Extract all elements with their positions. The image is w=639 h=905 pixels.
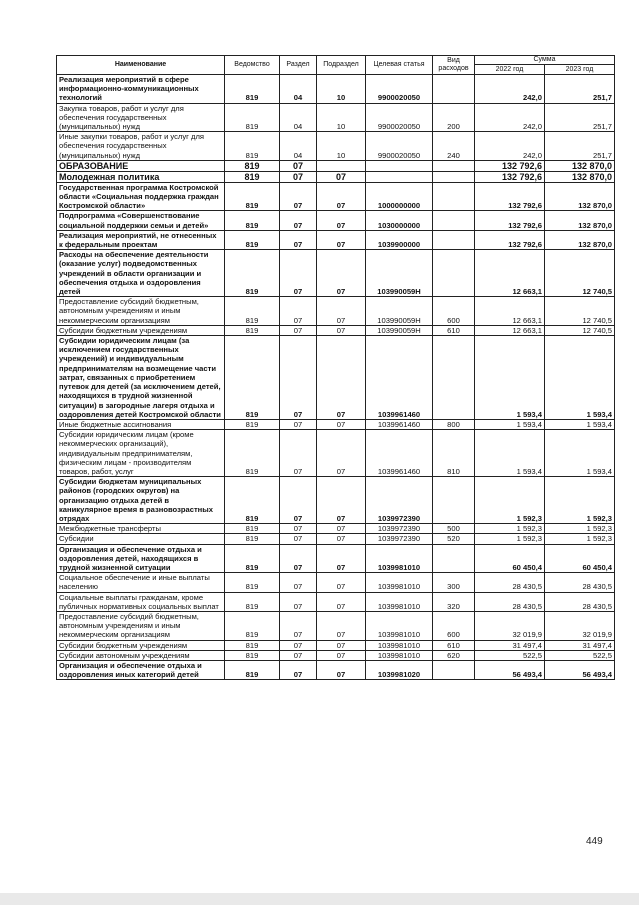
cell-2023: 251,7 xyxy=(545,103,615,132)
cell-section: 07 xyxy=(280,611,317,640)
cell-exp-type: 800 xyxy=(433,419,475,429)
cell-exp-type xyxy=(433,75,475,104)
cell-subsection: 07 xyxy=(317,419,366,429)
cell-dept: 819 xyxy=(225,160,280,171)
cell-2023: 31 497,4 xyxy=(545,640,615,650)
table-row xyxy=(57,103,615,132)
cell-2022: 132 792,6 xyxy=(475,171,545,182)
cell-name: Предоставление субсидий бюджетным, автономным учреждениям и иным некоммерческим организациям xyxy=(57,611,225,640)
cell-subsection: 07 xyxy=(317,297,366,326)
cell-2023: 28 430,5 xyxy=(545,592,615,611)
cell-exp-type: 240 xyxy=(433,132,475,161)
header-2022: 2022 год xyxy=(475,65,545,75)
cell-subsection: 07 xyxy=(317,592,366,611)
cell-subsection: 07 xyxy=(317,477,366,524)
cell-dept: 819 xyxy=(225,430,280,477)
cell-section: 07 xyxy=(280,325,317,335)
cell-name: Молодежная политика xyxy=(57,171,225,182)
cell-exp-type: 810 xyxy=(433,430,475,477)
cell-name: Иные бюджетные ассигнования xyxy=(57,419,225,429)
table-row xyxy=(57,160,615,171)
cell-2022: 32 019,9 xyxy=(475,611,545,640)
table-row xyxy=(57,230,615,249)
cell-target: 1039961460 xyxy=(366,419,433,429)
cell-name: Иные закупки товаров, работ и услуг для обеспечения государственных (муниципальных) нужд xyxy=(57,132,225,161)
cell-target: 9900020050 xyxy=(366,132,433,161)
cell-section: 07 xyxy=(280,573,317,592)
cell-name: Субсидии xyxy=(57,534,225,544)
cell-subsection: 07 xyxy=(317,660,366,679)
header-2023: 2023 год xyxy=(545,65,615,75)
cell-target: 9900020050 xyxy=(366,75,433,104)
cell-2022: 60 450,4 xyxy=(475,544,545,573)
cell-name: Закупка товаров, работ и услуг для обеспечения государственных (муниципальных) нужд xyxy=(57,103,225,132)
cell-2023: 132 870,0 xyxy=(545,211,615,230)
cell-name: Субсидии бюджетным учреждениям xyxy=(57,640,225,650)
cell-name: Социальное обеспечение и иные выплаты населению xyxy=(57,573,225,592)
cell-target: 1039972390 xyxy=(366,534,433,544)
cell-2022: 28 430,5 xyxy=(475,592,545,611)
cell-section: 07 xyxy=(280,430,317,477)
cell-name: Подпрограмма «Совершенствование социальной поддержки семьи и детей» xyxy=(57,211,225,230)
cell-subsection: 10 xyxy=(317,132,366,161)
cell-subsection: 07 xyxy=(317,171,366,182)
cell-dept: 819 xyxy=(225,103,280,132)
cell-2022: 132 792,6 xyxy=(475,211,545,230)
cell-name: Расходы на обеспечение деятельности (оказание услуг) подведомственных учреждений в области организации и обеспечения отдыха и оздоровления детей xyxy=(57,250,225,297)
cell-dept: 819 xyxy=(225,477,280,524)
cell-2023: 132 870,0 xyxy=(545,171,615,182)
cell-subsection: 07 xyxy=(317,611,366,640)
cell-section: 07 xyxy=(280,650,317,660)
table-row xyxy=(57,182,615,211)
cell-exp-type: 620 xyxy=(433,650,475,660)
table-header xyxy=(57,56,615,75)
cell-subsection: 07 xyxy=(317,250,366,297)
cell-section: 07 xyxy=(280,250,317,297)
cell-subsection: 07 xyxy=(317,430,366,477)
cell-target: 1039972390 xyxy=(366,477,433,524)
cell-exp-type xyxy=(433,660,475,679)
cell-exp-type: 200 xyxy=(433,103,475,132)
cell-section: 07 xyxy=(280,297,317,326)
cell-section: 07 xyxy=(280,171,317,182)
cell-subsection: 10 xyxy=(317,75,366,104)
cell-dept: 819 xyxy=(225,611,280,640)
cell-subsection: 07 xyxy=(317,336,366,420)
cell-subsection: 07 xyxy=(317,325,366,335)
cell-2022: 132 792,6 xyxy=(475,182,545,211)
cell-target xyxy=(366,160,433,171)
cell-exp-type xyxy=(433,211,475,230)
table-row xyxy=(57,132,615,161)
cell-section: 07 xyxy=(280,534,317,544)
cell-2022: 12 663,1 xyxy=(475,297,545,326)
cell-target xyxy=(366,171,433,182)
cell-name: Организация и обеспечение отдыха и оздоровления детей, находящихся в трудной жизненной ситуации xyxy=(57,544,225,573)
cell-section: 07 xyxy=(280,182,317,211)
cell-exp-type xyxy=(433,171,475,182)
cell-exp-type xyxy=(433,182,475,211)
cell-2023: 12 740,5 xyxy=(545,297,615,326)
cell-target: 1039981010 xyxy=(366,640,433,650)
cell-2022: 1 593,4 xyxy=(475,430,545,477)
cell-exp-type xyxy=(433,250,475,297)
cell-dept: 819 xyxy=(225,524,280,534)
cell-2023: 1 592,3 xyxy=(545,524,615,534)
cell-section: 07 xyxy=(280,477,317,524)
cell-section: 07 xyxy=(280,160,317,171)
cell-2022: 242,0 xyxy=(475,103,545,132)
cell-subsection: 07 xyxy=(317,524,366,534)
cell-2023: 132 870,0 xyxy=(545,160,615,171)
table-row xyxy=(57,611,615,640)
cell-subsection: 07 xyxy=(317,230,366,249)
cell-dept: 819 xyxy=(225,534,280,544)
cell-target: 9900020050 xyxy=(366,103,433,132)
table-row xyxy=(57,211,615,230)
cell-section: 07 xyxy=(280,524,317,534)
cell-name: Предоставление субсидий бюджетным, автономным учреждениям и иным некоммерческим организациям xyxy=(57,297,225,326)
cell-subsection xyxy=(317,160,366,171)
header-section: Раздел xyxy=(280,56,317,75)
cell-2023: 251,7 xyxy=(545,75,615,104)
table-row xyxy=(57,477,615,524)
cell-subsection: 07 xyxy=(317,182,366,211)
header-target: Целевая статья xyxy=(366,56,433,75)
cell-section: 07 xyxy=(280,211,317,230)
table-row xyxy=(57,573,615,592)
cell-dept: 819 xyxy=(225,336,280,420)
cell-name: Субсидии бюджетным учреждениям xyxy=(57,325,225,335)
cell-2023: 28 430,5 xyxy=(545,573,615,592)
cell-section: 04 xyxy=(280,132,317,161)
table-row xyxy=(57,250,615,297)
cell-target: 103990059Н xyxy=(366,250,433,297)
cell-target: 1039981010 xyxy=(366,650,433,660)
cell-dept: 819 xyxy=(225,132,280,161)
cell-2023: 251,7 xyxy=(545,132,615,161)
cell-subsection: 07 xyxy=(317,640,366,650)
cell-subsection: 07 xyxy=(317,650,366,660)
cell-exp-type xyxy=(433,160,475,171)
cell-target: 103990059Н xyxy=(366,297,433,326)
cell-exp-type xyxy=(433,544,475,573)
cell-2023: 32 019,9 xyxy=(545,611,615,640)
table-row xyxy=(57,171,615,182)
header-name: Наименование xyxy=(57,56,225,75)
table-row xyxy=(57,640,615,650)
table-row xyxy=(57,419,615,429)
cell-subsection: 07 xyxy=(317,573,366,592)
cell-target: 1039981010 xyxy=(366,544,433,573)
cell-subsection: 10 xyxy=(317,103,366,132)
cell-section: 04 xyxy=(280,75,317,104)
cell-dept: 819 xyxy=(225,182,280,211)
cell-target: 1030000000 xyxy=(366,211,433,230)
cell-dept: 819 xyxy=(225,250,280,297)
cell-section: 07 xyxy=(280,592,317,611)
cell-2022: 242,0 xyxy=(475,132,545,161)
cell-name: Социальные выплаты гражданам, кроме публичных нормативных социальных выплат xyxy=(57,592,225,611)
cell-target: 1039981010 xyxy=(366,611,433,640)
cell-exp-type: 500 xyxy=(433,524,475,534)
cell-2023: 522,5 xyxy=(545,650,615,660)
cell-2023: 12 740,5 xyxy=(545,250,615,297)
cell-target: 1039981010 xyxy=(366,573,433,592)
cell-subsection: 07 xyxy=(317,534,366,544)
cell-2022: 28 430,5 xyxy=(475,573,545,592)
table-row xyxy=(57,336,615,420)
cell-target: 103990059Н xyxy=(366,325,433,335)
cell-2022: 132 792,6 xyxy=(475,160,545,171)
table-row xyxy=(57,650,615,660)
page-number: 449 xyxy=(586,836,603,847)
cell-dept: 819 xyxy=(225,325,280,335)
table-row xyxy=(57,544,615,573)
cell-subsection: 07 xyxy=(317,544,366,573)
cell-exp-type: 610 xyxy=(433,640,475,650)
cell-2023: 132 870,0 xyxy=(545,182,615,211)
cell-dept: 819 xyxy=(225,544,280,573)
cell-section: 07 xyxy=(280,336,317,420)
cell-name: Организация и обеспечение отдыха и оздоровления иных категорий детей xyxy=(57,660,225,679)
cell-exp-type: 300 xyxy=(433,573,475,592)
cell-name: Реализация мероприятий в сфере информационно-коммуникационных технологий xyxy=(57,75,225,104)
cell-exp-type xyxy=(433,230,475,249)
header-sum: Сумма xyxy=(475,56,615,65)
header-subsection: Подраздел xyxy=(317,56,366,75)
table-body xyxy=(57,75,615,680)
cell-name: ОБРАЗОВАНИЕ xyxy=(57,160,225,171)
cell-subsection: 07 xyxy=(317,211,366,230)
cell-2022: 1 593,4 xyxy=(475,419,545,429)
cell-dept: 819 xyxy=(225,592,280,611)
cell-exp-type: 320 xyxy=(433,592,475,611)
cell-name: Межбюджетные трансферты xyxy=(57,524,225,534)
cell-dept: 819 xyxy=(225,171,280,182)
cell-exp-type: 520 xyxy=(433,534,475,544)
cell-exp-type: 600 xyxy=(433,297,475,326)
cell-dept: 819 xyxy=(225,660,280,679)
cell-section: 07 xyxy=(280,640,317,650)
table-row xyxy=(57,75,615,104)
cell-dept: 819 xyxy=(225,573,280,592)
cell-2022: 1 592,3 xyxy=(475,524,545,534)
cell-2023: 12 740,5 xyxy=(545,325,615,335)
cell-section: 07 xyxy=(280,419,317,429)
cell-dept: 819 xyxy=(225,230,280,249)
cell-target: 1000000000 xyxy=(366,182,433,211)
cell-dept: 819 xyxy=(225,650,280,660)
table-row xyxy=(57,660,615,679)
cell-2023: 60 450,4 xyxy=(545,544,615,573)
cell-target: 1039972390 xyxy=(366,524,433,534)
header-dept: Ведомство xyxy=(225,56,280,75)
cell-2022: 1 592,3 xyxy=(475,534,545,544)
cell-name: Субсидии юридическим лицам (кроме некоммерческих организаций), индивидуальным предпринимателям, физическим лицам - производителям товаров, работ, услуг xyxy=(57,430,225,477)
cell-dept: 819 xyxy=(225,640,280,650)
cell-2022: 132 792,6 xyxy=(475,230,545,249)
cell-exp-type xyxy=(433,477,475,524)
cell-2023: 1 593,4 xyxy=(545,430,615,477)
budget-table xyxy=(56,55,615,680)
cell-name: Субсидии автономным учреждениям xyxy=(57,650,225,660)
cell-exp-type: 610 xyxy=(433,325,475,335)
table-row xyxy=(57,430,615,477)
cell-dept: 819 xyxy=(225,75,280,104)
header-exp-type: Вид расходов xyxy=(433,56,475,75)
cell-target: 1039900000 xyxy=(366,230,433,249)
cell-2023: 1 593,4 xyxy=(545,419,615,429)
cell-dept: 819 xyxy=(225,297,280,326)
cell-2023: 1 593,4 xyxy=(545,336,615,420)
cell-2023: 56 493,4 xyxy=(545,660,615,679)
table-row xyxy=(57,592,615,611)
cell-name: Субсидии бюджетам муниципальных районов (городских округов) на организацию отдыха детей в каникулярное время в разновозрастных отрядах xyxy=(57,477,225,524)
table-row xyxy=(57,325,615,335)
viewer-bottom-strip xyxy=(0,893,639,905)
cell-dept: 819 xyxy=(225,419,280,429)
cell-name: Реализация мероприятий, не отнесенных к федеральным проектам xyxy=(57,230,225,249)
cell-2022: 12 663,1 xyxy=(475,325,545,335)
cell-name: Государственная программа Костромской области «Социальная поддержка граждан Костромской области» xyxy=(57,182,225,211)
cell-2023: 1 592,3 xyxy=(545,534,615,544)
cell-2022: 31 497,4 xyxy=(475,640,545,650)
cell-2022: 242,0 xyxy=(475,75,545,104)
cell-2023: 1 592,3 xyxy=(545,477,615,524)
cell-2022: 56 493,4 xyxy=(475,660,545,679)
cell-name: Субсидии юридическим лицам (за исключением государственных учреждений) и индивидуальным предпринимателям на возмещение части затрат, связанных с приобретением путевок для детей (за исключением детей, находящихся в трудной жизненной ситуации) в загородные лагеря отдыха и оздоровления детей Костромской области xyxy=(57,336,225,420)
table-row xyxy=(57,534,615,544)
cell-exp-type xyxy=(433,336,475,420)
cell-target: 1039981010 xyxy=(366,592,433,611)
cell-target: 1039961460 xyxy=(366,430,433,477)
cell-2022: 12 663,1 xyxy=(475,250,545,297)
cell-section: 04 xyxy=(280,103,317,132)
cell-section: 07 xyxy=(280,544,317,573)
cell-target: 1039981020 xyxy=(366,660,433,679)
table-row xyxy=(57,297,615,326)
cell-2023: 132 870,0 xyxy=(545,230,615,249)
cell-target: 1039961460 xyxy=(366,336,433,420)
cell-2022: 1 593,4 xyxy=(475,336,545,420)
cell-exp-type: 600 xyxy=(433,611,475,640)
cell-section: 07 xyxy=(280,660,317,679)
cell-2022: 1 592,3 xyxy=(475,477,545,524)
cell-2022: 522,5 xyxy=(475,650,545,660)
table-row xyxy=(57,524,615,534)
cell-section: 07 xyxy=(280,230,317,249)
cell-dept: 819 xyxy=(225,211,280,230)
